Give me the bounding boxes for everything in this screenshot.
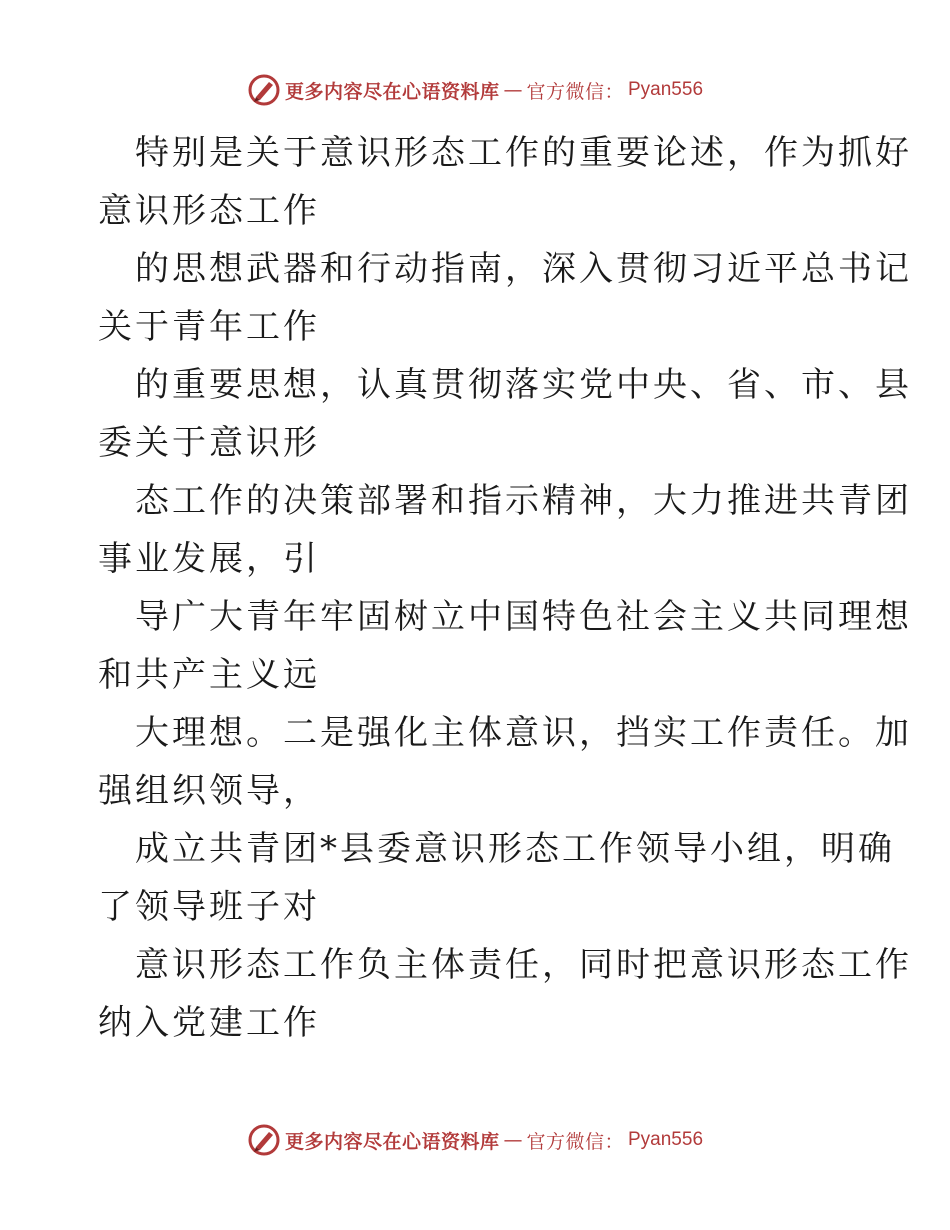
text-line: 的重要思想，认真贯彻落实党中央、省、市、县	[135, 365, 912, 405]
footer-watermark-inner	[247, 1123, 703, 1157]
header-watermark-inner	[247, 73, 703, 107]
header-watermark	[0, 70, 950, 110]
text-line: 特别是关于意识形态工作的重要论述，作为抓好	[135, 133, 912, 173]
text-line: 大理想。二是强化主体意识，挡实工作责任。加	[135, 713, 912, 753]
text-line: 委关于意识形	[98, 423, 320, 463]
text-line: 意识形态工作	[98, 191, 320, 231]
text-line: 事业发展，引	[98, 539, 320, 579]
footer-watermark	[0, 1120, 950, 1160]
watermark-wechat-label: 官方微信：	[526, 1130, 624, 1153]
pen-logo-icon	[247, 1123, 281, 1157]
watermark-dash: —	[503, 79, 523, 101]
watermark-wechat-id: Pyan556	[628, 1129, 704, 1150]
text-line: 了领导班子对	[98, 887, 320, 927]
watermark-wechat-id: Pyan556	[628, 79, 704, 100]
text-line: 纳入党建工作	[98, 1003, 320, 1043]
text-line: 和共产主义远	[98, 655, 320, 695]
document-body	[98, 124, 912, 1052]
watermark-prefix: 更多内容尽在心语资料库	[284, 1130, 500, 1153]
text-line: 关于青年工作	[98, 307, 320, 347]
text-line: 导广大青年牢固树立中国特色社会主义共同理想	[135, 597, 912, 637]
text-line: 成立共青团*县委意识形态工作领导小组，明确	[135, 829, 895, 869]
pen-logo-icon	[247, 73, 281, 107]
text-line: 强组织领导，	[98, 771, 320, 811]
watermark-prefix: 更多内容尽在心语资料库	[284, 80, 500, 103]
text-line: 意识形态工作负主体责任，同时把意识形态工作	[135, 945, 912, 985]
watermark-wechat-label: 官方微信：	[526, 80, 624, 103]
text-line: 态工作的决策部署和指示精神，大力推进共青团	[135, 481, 912, 521]
watermark-dash: —	[503, 1129, 523, 1151]
text-line: 的思想武器和行动指南，深入贯彻习近平总书记	[135, 249, 912, 289]
